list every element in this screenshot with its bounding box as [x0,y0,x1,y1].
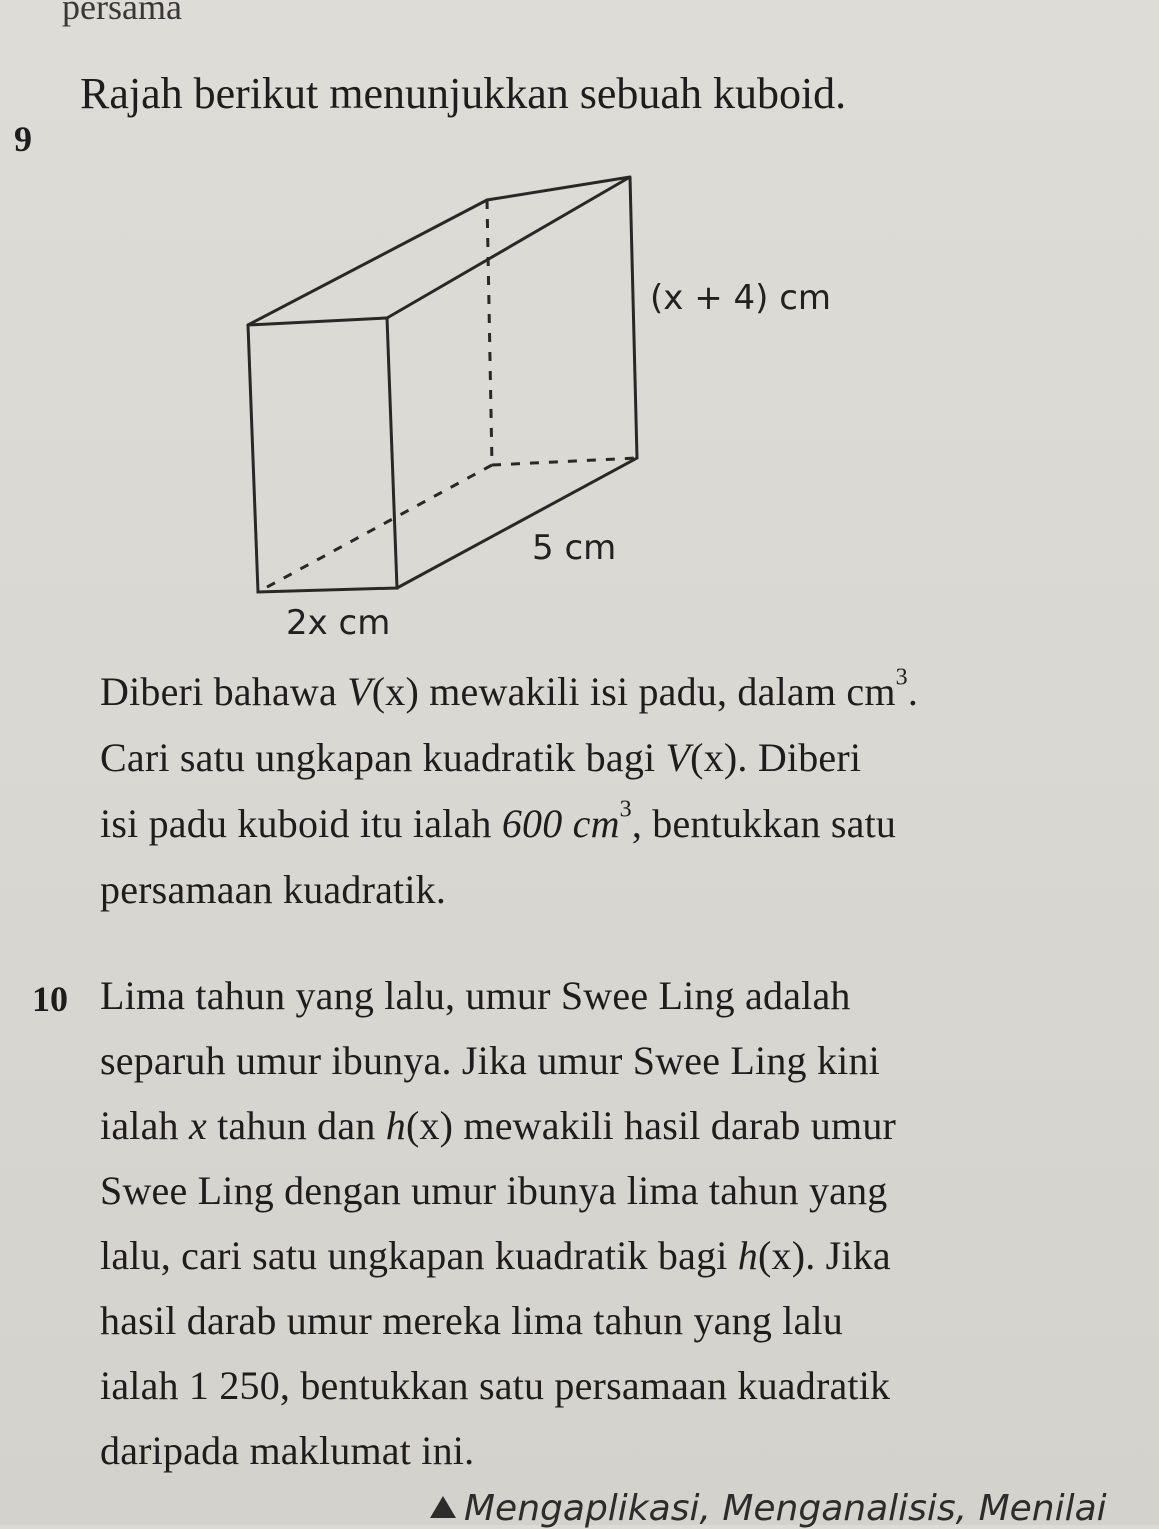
hidden-edge-depth [258,465,492,592]
question-9-line-4: persamaan kuadratik. [100,867,447,912]
label-depth: 5 cm [532,528,617,568]
cuboid-right-face [397,177,637,588]
question-10-line-6: hasil darab umur mereka lima tahun yang lalu [100,1298,843,1343]
previous-section-fragment: persama [62,0,182,27]
label-width: 2x cm [286,603,391,643]
warning-triangle-icon [430,1496,456,1518]
question-10-line-7: ialah 1 250, bentukkan satu persamaan kuadratik [100,1363,891,1408]
question-10-line-4: Swee Ling dengan umur ibunya lima tahun yang [100,1168,888,1213]
cuboid-front-face [248,318,397,592]
question-10-line-1: Lima tahun yang lalu, umur Swee Ling adalah [100,973,851,1018]
cuboid-diagram [0,0,1159,700]
skills-footer [430,1488,1107,1529]
skills-footer-text: Mengaplikasi, Menganalisis, Menilai [464,1488,1107,1529]
question-10-line-8: daripada maklumat ini. [100,1428,475,1473]
question-10-line-3: ialah x tahun dan h(x) mewakili hasil darab umur [100,1103,897,1148]
question-9-title: Rajah berikut menunjukkan sebuah kuboid. [80,69,847,118]
hidden-edge-vertical [487,200,492,465]
cuboid-top-face [248,177,630,325]
question-10-line-2: separuh umur ibunya. Jika umur Swee Ling kini [100,1038,880,1083]
question-10-number: 10 [32,979,68,1019]
question-9-number: 9 [14,119,32,159]
question-10-line-5: lalu, cari satu ungkapan kuadratik bagi h(x). Jika [100,1233,891,1278]
question-9-line-2: Cari satu ungkapan kuadratik bagi V(x). Diberi [100,735,862,780]
label-height: (x + 4) cm [650,278,832,318]
question-9-line-1: Diberi bahawa V(x) mewakili isi padu, dalam $cm^3$. [100,664,919,714]
hidden-edge-back [492,458,637,465]
question-9-line-3: isi padu kuboid itu ialah 600 $cm^3$, bentukkan satu [100,796,897,846]
